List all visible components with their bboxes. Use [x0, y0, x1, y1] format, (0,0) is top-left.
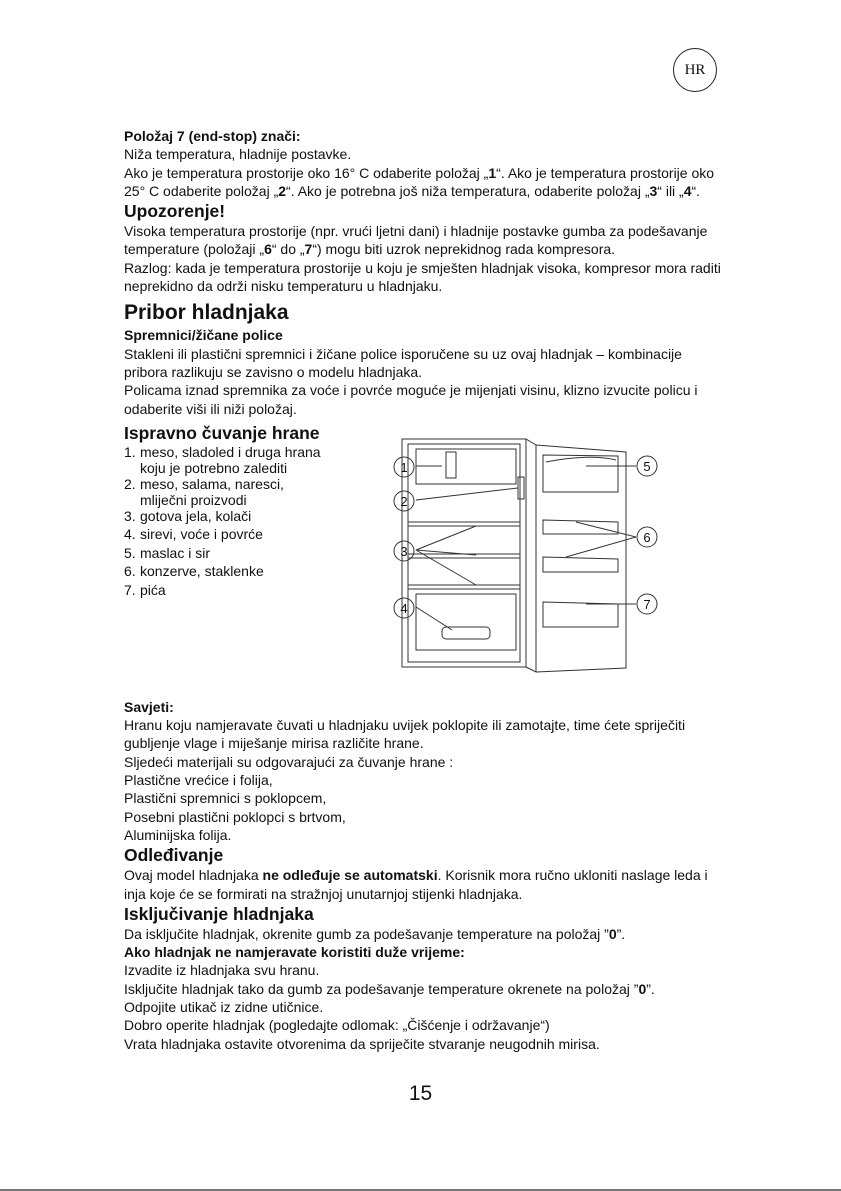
tips-line: Aluminijska folija. [124, 826, 232, 843]
switchoff-line: Odpojite utikač iz zidne utičnice. [124, 999, 324, 1016]
tips-heading: Savjeti: [124, 698, 174, 715]
switchoff-line: Vrata hladnjaka ostavite otvorenima da spriječite stvaranje neugodnih mirisa. [124, 1035, 600, 1052]
list-item: 4. sirevi, voće i povrće [124, 525, 263, 542]
tips-line: Hranu koju namjeravate čuvati u hladnjaku uvijek poklopite ili zamotajte, time ćete spriječiti gubljenje vlage i miješanje mirisa različite hrane. [124, 717, 686, 752]
callout-label: 2 [400, 493, 408, 509]
switchoff-heading: Isključivanje hladnjaka [124, 903, 314, 924]
thermostat-box [518, 477, 524, 499]
list-item: 5. maslac i sir [124, 544, 211, 561]
tips-line: Plastične vrećice i folija, [124, 772, 273, 789]
list-item: 1. meso, sladoled i druga hrana koju je potrebno zalediti [124, 443, 321, 476]
switchoff-line: Da isključite hladnjak, okrenite gumb za podešavanje temperature na položaj ”0”. [124, 925, 626, 942]
warning-reason: Razlog: kada je temperatura prostorije u koju je smješten hladnjak visoka, kompresor mora raditi neprekidno da održi nisku temperaturu u hladnjaku. [124, 259, 721, 295]
position7-paragraph: Ako je temperatura prostorije oko 16° C odaberite položaj „1“. Ako je temperatura prostorije oko 25° C odaberite položaj „2“. Ako je potrebna još niža temperatura, odaberite položaj „3“ ili „4“. [124, 164, 715, 199]
callout-label: 1 [400, 459, 408, 475]
language-badge: HR [673, 48, 717, 92]
callout-leader [416, 550, 476, 585]
door-shelf-bottle [543, 602, 618, 627]
fridge-inner [408, 444, 520, 662]
callout-label: 5 [643, 458, 651, 474]
switchoff-line: Isključite hladnjak tako da gumb za podešavanje temperature okrenete na položaj ”0”. [124, 980, 655, 997]
door-shelf [543, 520, 618, 534]
callout-leader [416, 526, 476, 550]
list-item: 2. meso, salama, naresci, mliječni proizvodi [124, 475, 284, 508]
callout-leader [416, 488, 518, 500]
callout-label: 6 [643, 529, 651, 545]
list-item: 7. pića [124, 581, 166, 598]
crisper-drawer [416, 594, 516, 650]
freezer-handle [446, 452, 456, 478]
callout-leader [416, 607, 452, 630]
accessories-paragraph-2: Policama iznad spremnika za voće i povrće moguće je mijenjati visinu, klizno izvucite policu i odaberite viši ili niži položaj. [124, 382, 698, 417]
door-edge [526, 439, 536, 672]
storage-heading: Ispravno čuvanje hrane [124, 422, 320, 443]
callout-label: 7 [643, 596, 651, 612]
accessories-paragraph-1: Stakleni ili plastični spremnici i žičane police isporučene su uz ovaj hladnjak – kombinacije pribora razlikuju se zavisno o modelu hladnjaka. [124, 345, 682, 380]
page-number: 15 [408, 1082, 433, 1105]
accessories-title: Pribor hladnjaka [124, 301, 289, 325]
storage-section [124, 422, 724, 698]
warning-heading: Upozorenje! [124, 201, 226, 222]
callout-label: 3 [400, 543, 408, 559]
page-content [124, 127, 724, 1053]
accessories-subheading: Spremnici/žičane police [124, 327, 283, 344]
warning-text: Visoka temperatura prostorije (npr. vrući ljetni dani) i hladnije postavke gumba za podešavanje temperature (položaji „6“ do „7“) mogu biti uzrok neprekidnog rada kompresora. [124, 223, 708, 258]
list-item: 6. konzerve, staklenke [124, 562, 264, 579]
door-shelf [543, 557, 618, 572]
callout-leader [576, 522, 636, 537]
list-item: 3. gotova jela, kolači [124, 507, 252, 524]
defrost-text: Ovaj model hladnjaka ne odleđuje se automatski. Korisnik mora ručno ukloniti naslage leda i inja koje će se formirati na stražnjoj unutarnjoj stijenki hladnjaka. [124, 867, 708, 902]
defrost-heading: Odleđivanje [124, 845, 224, 866]
switchoff-bold-line: Ako hladnjak ne namjeravate koristiti duže vrijeme: [124, 944, 465, 961]
switchoff-line: Izvadite iz hladnjaka svu hranu. [124, 962, 320, 979]
callout-label: 4 [400, 600, 408, 616]
position7-line: Niža temperatura, hladnije postavke. [124, 146, 352, 163]
tips-line: Posebni plastični poklopci s brtvom, [124, 808, 346, 825]
door-shelf-lid [546, 457, 616, 462]
tips-line: Sljedeći materijali su odgovarajući za čuvanje hrane : [124, 753, 454, 770]
tips-line: Plastični spremnici s poklopcem, [124, 790, 327, 807]
switchoff-line: Dobro operite hladnjak (pogledajte odlomak: „Čišćenje i održavanje“) [124, 1017, 550, 1034]
fridge-diagram [386, 422, 696, 674]
position7-heading: Položaj 7 (end-stop) znači: [124, 128, 301, 144]
